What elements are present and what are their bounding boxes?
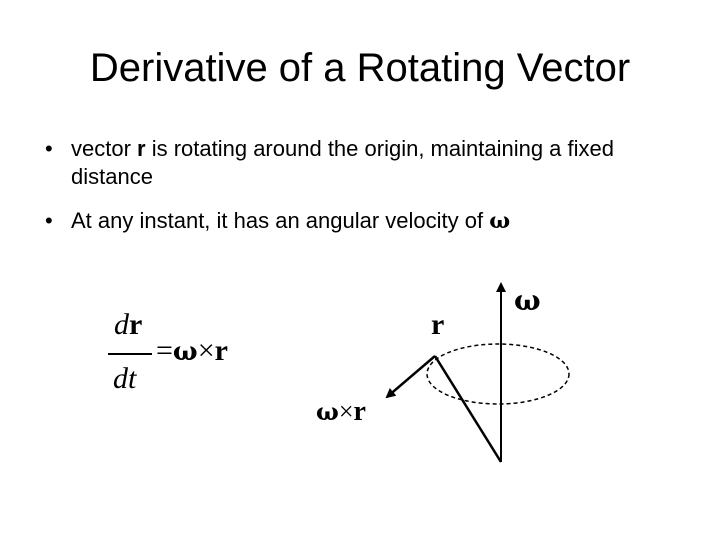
formula-numerator bbox=[114, 308, 142, 342]
omega-cross-r-r: r bbox=[353, 396, 366, 427]
omega-label: ω bbox=[514, 284, 541, 317]
bullet-item bbox=[45, 207, 695, 235]
bullet-bold-symbol: r bbox=[137, 136, 146, 161]
bullet-text-part: is rotating around the origin, maintaining a fixed distance bbox=[71, 136, 614, 189]
bullet-text-part: vector bbox=[71, 136, 138, 161]
formula-right-side bbox=[156, 334, 228, 368]
bullet-bold-symbol: ω bbox=[489, 208, 511, 234]
bullet-item bbox=[45, 135, 695, 191]
rotation-path-ellipse bbox=[427, 344, 569, 404]
bullet-text-part: At any instant, it has an angular velocity of bbox=[71, 208, 490, 233]
formula-omega: ω bbox=[172, 337, 198, 367]
omega-cross-r-label bbox=[316, 396, 366, 428]
formula-equals: = bbox=[156, 334, 173, 367]
formula-r-numerator: r bbox=[129, 308, 143, 341]
vector-r-label: r bbox=[431, 308, 445, 341]
formula-denominator: dt bbox=[113, 362, 137, 395]
omega-cross-r-omega: ω bbox=[316, 397, 339, 426]
vector-r-line bbox=[435, 356, 501, 462]
bullet-text bbox=[71, 207, 695, 235]
slide-title: Derivative of a Rotating Vector bbox=[89, 46, 631, 90]
bullet-marker: • bbox=[45, 208, 53, 233]
formula-r: r bbox=[214, 334, 228, 367]
bullet-text bbox=[71, 135, 695, 191]
derivative-formula bbox=[108, 308, 278, 408]
omega-cross-r-arrow bbox=[387, 356, 435, 397]
formula-cross: × bbox=[197, 334, 215, 367]
fraction-bar bbox=[108, 353, 152, 355]
omega-cross-r-cross: × bbox=[338, 397, 354, 426]
bullet-marker: • bbox=[45, 136, 53, 161]
formula-d: d bbox=[114, 308, 129, 341]
